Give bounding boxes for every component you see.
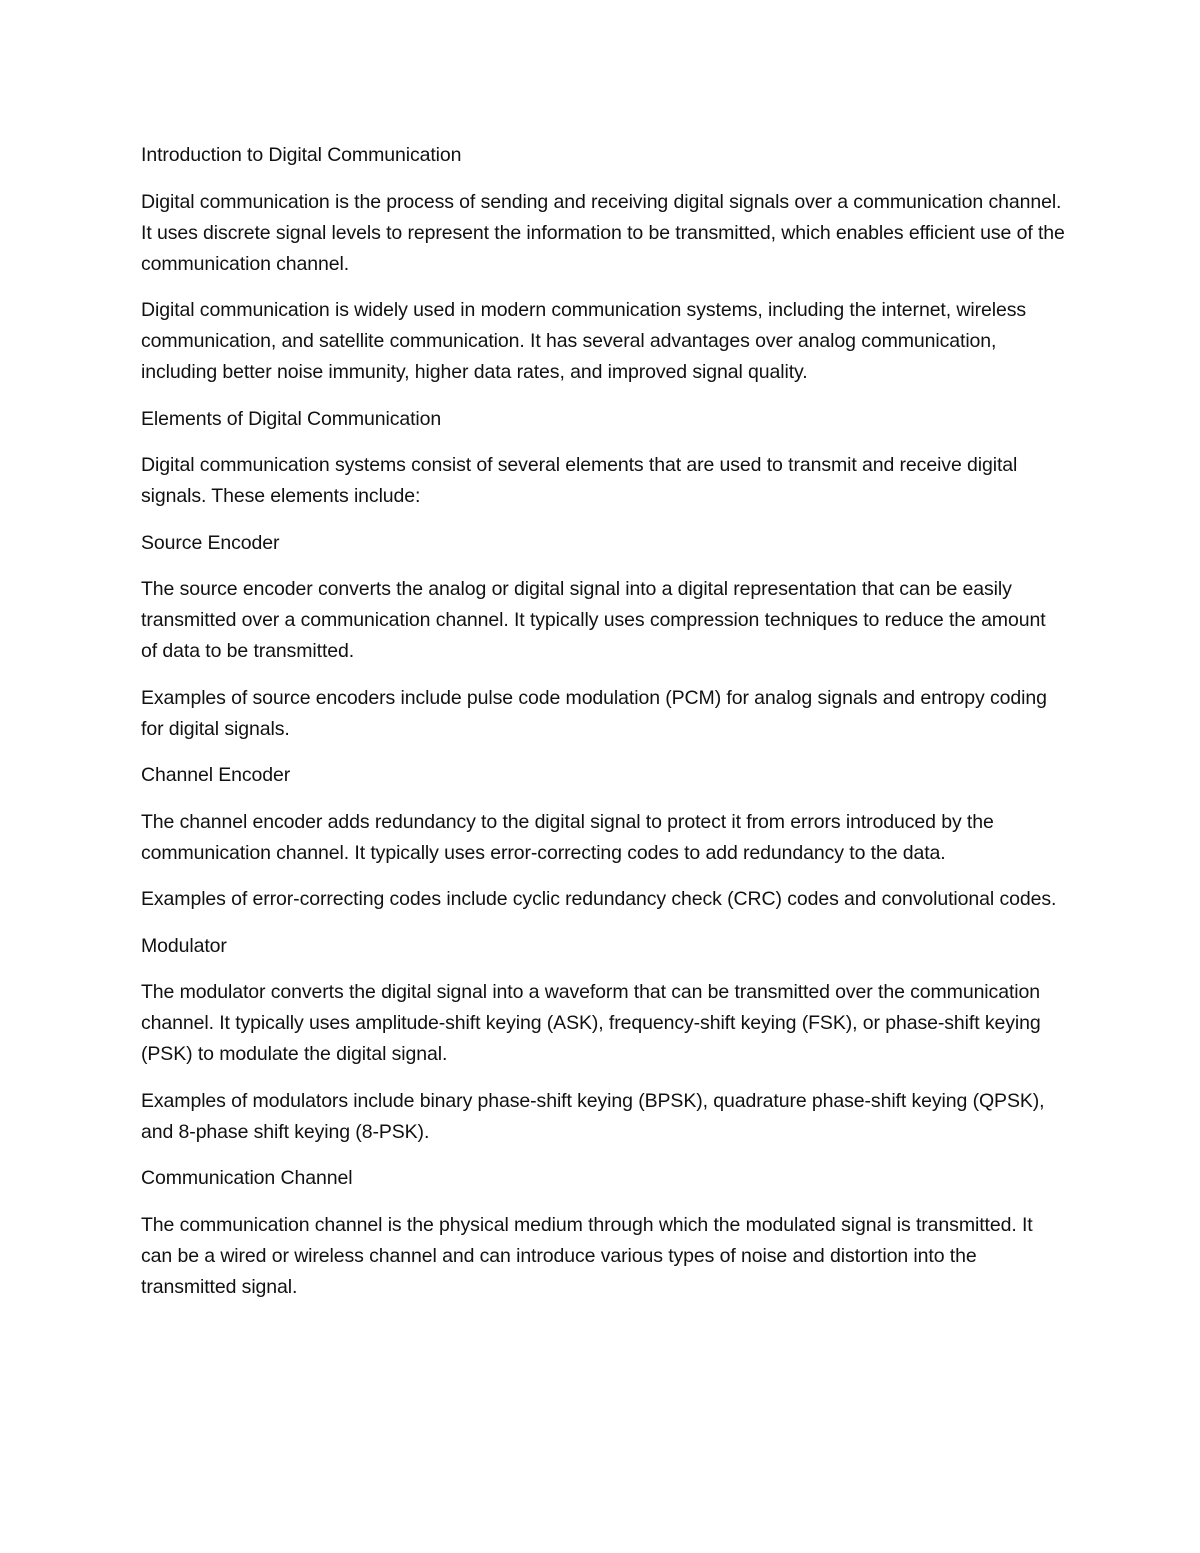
section-title-source-encoder: Source Encoder (141, 531, 280, 554)
section-title-communication-channel: Communication Channel (141, 1167, 353, 1189)
paragraph-source-encoder-examples: Examples of source encoders include pulse code modulation (PCM) for analog signals and entropy coding for digital signals. (141, 686, 1047, 740)
paragraph-intro-usage: Digital communication is widely used in modern communication systems, including the internet, wireless communication, and satellite communication. It has several advantages over analog communication, including better noise immunity, higher data rates, and improved signal quality. (141, 299, 1027, 383)
section-title-elements: Elements of Digital Communication (141, 407, 442, 430)
paragraph-elements-overview: Digital communication systems consist of several elements that are used to transmit and receive digital signals. These elements include: (141, 454, 1018, 507)
section-title-modulator: Modulator (141, 934, 227, 957)
paragraph-modulator-examples: Examples of modulators include binary phase-shift keying (BPSK), quadrature phase-shift keying (QPSK), and 8-phase shift keying (8-PSK). (141, 1089, 1045, 1143)
section-title-introduction: Introduction to Digital Communication (141, 144, 462, 166)
paragraph-source-encoder: The source encoder converts the analog or digital signal into a digital representation that can be easily transmitted over a communication channel. It typically uses compression techniques to reduce the amount of data to be transmitted. (141, 578, 1046, 662)
paragraph-channel-encoder-examples: Examples of error-correcting codes include cyclic redundancy check (CRC) codes and convolutional codes. (141, 888, 1057, 910)
section-title-channel-encoder: Channel Encoder (141, 764, 291, 786)
paragraph-communication-channel: The communication channel is the physical medium through which the modulated signal is transmitted. It can be a wired or wireless channel and can introduce various types of noise and distortion into the transmitted signal. (141, 1213, 1033, 1298)
paragraph-intro-definition: Digital communication is the process of sending and receiving digital signals over a communication channel. It uses discrete signal levels to represent the information to be transmitted, which enables efficient use of the communication channel. (141, 190, 1065, 275)
paragraph-channel-encoder: The channel encoder adds redundancy to the digital signal to protect it from errors introduced by the communication channel. It typically uses error-correcting codes to add redundancy to the data. (141, 810, 994, 864)
paragraph-modulator: The modulator converts the digital signal into a waveform that can be transmitted over the communication channel. It typically uses amplitude-shift keying (ASK), frequency-shift keying (FSK), or phase-shift keying (PSK) to modulate the digital signal. (141, 981, 1041, 1065)
document-page (141, 140, 1066, 1318)
